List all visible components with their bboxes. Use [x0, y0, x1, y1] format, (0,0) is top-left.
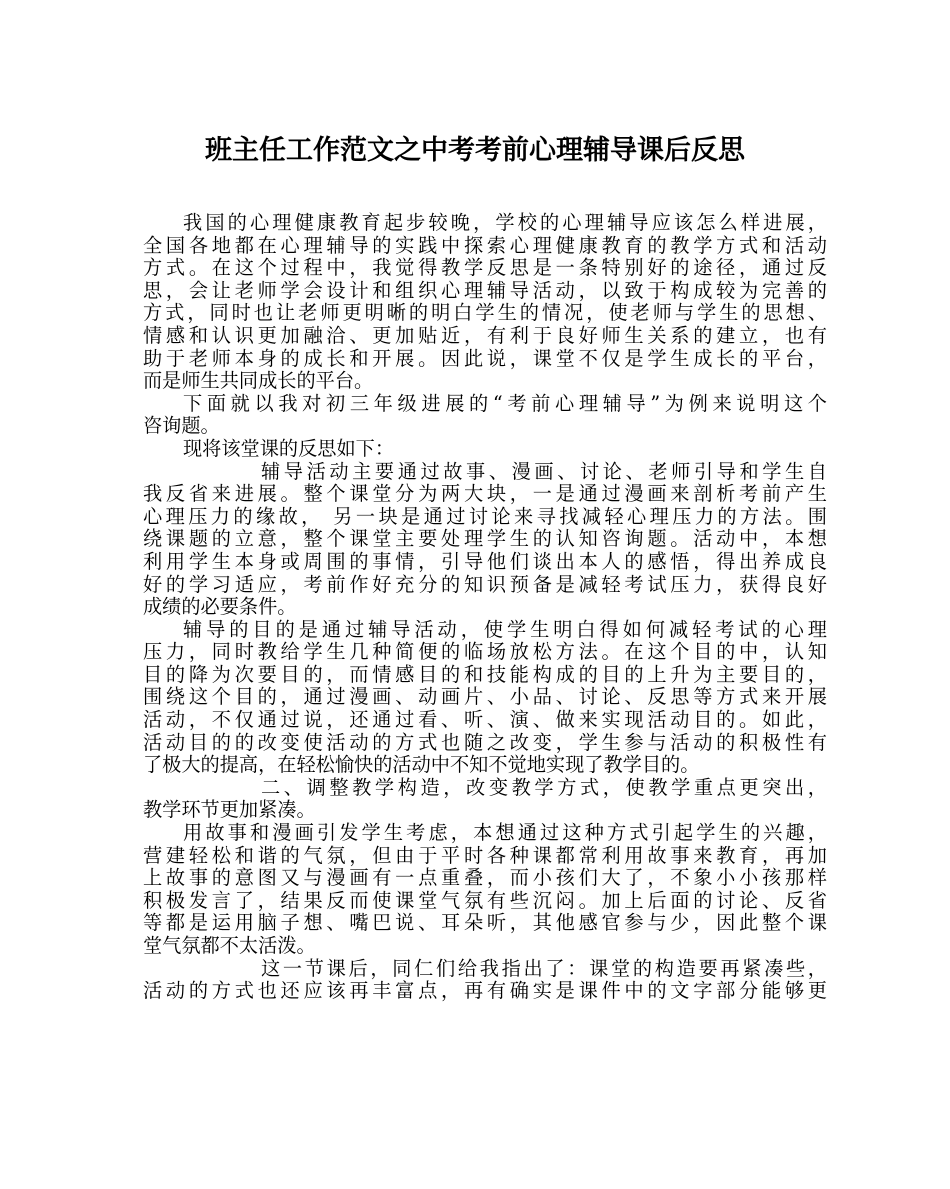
document-title: 班主任工作范文之中考考前心理辅导课后反思	[205, 135, 745, 166]
paragraph-line: 助于老师本身的成长和开展。因此说，课堂不仅是学生成长的平台，	[143, 347, 827, 370]
paragraph-line: 好的学习适应，考前作好充分的知识预备是减轻考试压力，获得良好	[143, 573, 827, 596]
paragraph-line: 思，会让老师学会设计和组织心理辅导活动，以致于构成较为完善的	[143, 279, 827, 302]
paragraph-line: 心理压力的缘故， 另一块是通过讨论来寻找减轻心理压力的方法。围	[143, 505, 827, 528]
paragraph-line: 上故事的意图又与漫画有一点重叠，而小孩们大了，不象小小孩那样	[143, 867, 827, 890]
paragraph-line: 活动目的的改变使活动的方式也随之改变，学生参与活动的积极性有	[143, 731, 827, 754]
paragraph-line: 绕课题的立意，整个课堂主要处理学生的认知咨询题。活动中，本想	[143, 528, 827, 551]
paragraph-line: 咨询题。	[143, 415, 220, 438]
paragraph-line: 我反省来进展。整个课堂分为两大块，一是通过漫画来剖析考前产生	[143, 483, 827, 506]
paragraph-line: 教学环节更加紧凑。	[143, 799, 316, 822]
paragraph-line: 成绩的必要条件。	[143, 596, 297, 619]
paragraph-line: 用故事和漫画引发学生考虑，本想通过这种方式引起学生的兴趣，	[183, 822, 827, 845]
paragraph-line: 堂气氛都不太活泼。	[143, 935, 316, 957]
paragraph-line: 辅导活动主要通过故事、漫画、讨论、老师引导和学生自	[261, 460, 827, 483]
paragraph-line: 了极大的提高，在轻松愉快的活动中不知不觉地实现了教学目的。	[143, 754, 700, 777]
paragraph-line: 营建轻松和谐的气氛，但由于平时各种课都常利用故事来教育，再加	[143, 844, 827, 867]
paragraph-line: 压力，同时教给学生几种简便的临场放松方法。在这个目的中，认知	[143, 641, 827, 664]
paragraph-line: 我国的心理健康教育起步较晚，学校的心理辅导应该怎么样进展，	[183, 212, 827, 234]
paragraph-line: 全国各地都在心理辅导的实践中探索心理健康教育的教学方式和活动	[143, 234, 827, 257]
paragraph-line: 现将该堂课的反思如下：	[183, 437, 395, 460]
paragraph-line: 而是师生共同成长的平台。	[143, 370, 374, 393]
paragraph-line: 围绕这个目的，通过漫画、动画片、小品、讨论、反思等方式来开展	[143, 686, 827, 709]
paragraph-line: 方式，同时也让老师更明晰的明白学生的情况，使老师与学生的思想、	[143, 302, 827, 325]
paragraph-line: 二、调整教学构造，改变教学方式，使教学重点更突出，	[261, 776, 827, 799]
document-body	[143, 212, 827, 1003]
paragraph-line: 活动的方式也还应该再丰富点，再有确实是课件中的文字部分能够更	[143, 980, 827, 1003]
paragraph-line: 辅导的目的是通过辅导活动，使学生明白得如何减轻考试的心理	[183, 618, 827, 641]
paragraph-line: 等都是运用脑子想、嘴巴说、耳朵听，其他感官参与少，因此整个课	[143, 912, 827, 935]
paragraph-line: 活动，不仅通过说，还通过看、听、演、做来实现活动目的。如此，	[143, 709, 827, 732]
paragraph-line: 这一节课后，同仁们给我指出了：课堂的构造要再紧凑些，	[261, 957, 827, 980]
paragraph-line: 下面就以我对初三年级进展的“考前心理辅导”为例来说明这个	[183, 392, 827, 415]
paragraph-line: 情感和认识更加融洽、更加贴近，有利于良好师生关系的建立，也有	[143, 324, 827, 347]
paragraph-line: 方式。在这个过程中，我觉得教学反思是一条特别好的途径，通过反	[143, 257, 827, 280]
paragraph-line: 目的降为次要目的，而情感目的和技能构成的目的上升为主要目的，	[143, 663, 827, 686]
paragraph-line: 积极发言了，结果反而使课堂气氛有些沉闷。加上后面的讨论、反省	[143, 889, 827, 912]
paragraph-line: 利用学生本身或周围的事情，引导他们谈出本人的感悟，得出养成良	[143, 550, 827, 573]
